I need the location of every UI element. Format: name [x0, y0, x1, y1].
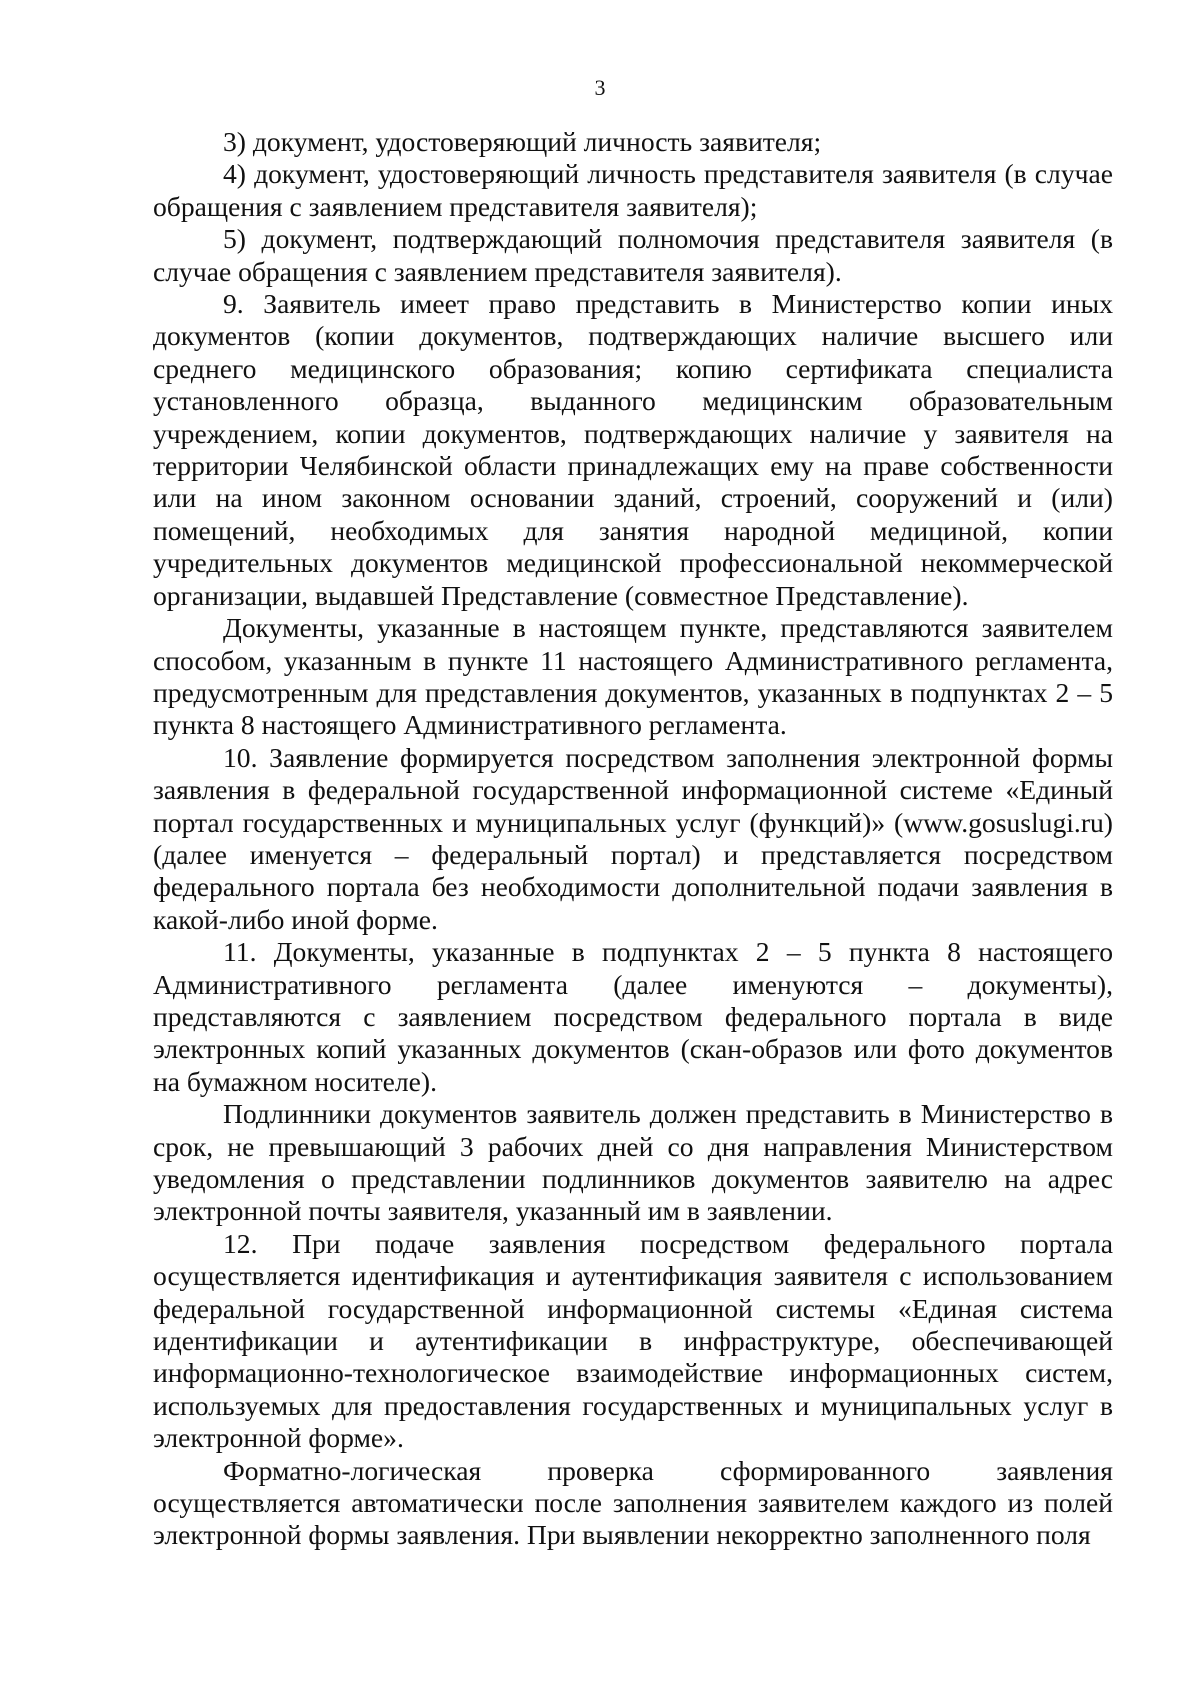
paragraph-item-3: 3) документ, удостоверяющий личность заявителя;: [223, 126, 822, 157]
paragraph-clause-10: 10. Заявление формируется посредством заполнения электронной формы заявления в федеральной государственной информационной системе «Единый портал государственных и муниципальных услуг (функций)» (www.gosuslugi.ru) (далее именуется – федеральный портал) и представляется посредством федерального портала без необходимости дополнительной подачи заявления в какой-либо иной форме.: [153, 741, 1113, 935]
paragraph-clause-9-continued: Документы, указанные в настоящем пункте, представляются заявителем способом, указанным в пункте 11 настоящего Административного регламента, предусмотренным для представления документов, указанных в подпунктах 2 – 5 пункта 8 настоящего Административного регламента.: [153, 612, 1113, 741]
paragraph-item-4: 4) документ, удостоверяющий личность представителя заявителя (в случае обращения с заявлением представителя заявителя);: [153, 158, 1113, 222]
paragraph-clause-9: 9. Заявитель имеет право представить в Министерство копии иных документов (копии документов, подтверждающих наличие высшего или среднего медицинского образования; копию сертификата специалиста установленного образца, выданного медицинским образовательным учреждением, копии документов, подтверждающих наличие у заявителя на территории Челябинской области принадлежащих ему на праве собственности или на ином законном основании зданий, строений, сооружений и (или) помещений, необходимых для занятия народной медициной, копии учредительных документов медицинской профессиональной некоммерческой организации, выдавшей Представление (совместное Представление).: [153, 288, 1113, 611]
paragraph-clause-12-continued: Форматно-логическая проверка сформированного заявления осуществляется автоматически после заполнения заявителем каждого из полей электронной формы заявления. При выявлении некорректно заполненного поля: [153, 1454, 1113, 1551]
paragraph-clause-11-continued: Подлинники документов заявитель должен представить в Министерство в срок, не превышающий 3 рабочих дней со дня направления Министерством уведомления о представлении подлинников документов заявителю на адрес электронной почты заявителя, указанный им в заявлении.: [153, 1098, 1113, 1227]
paragraph-clause-12: 12. При подаче заявления посредством федерального портала осуществляется идентификация и аутентификация заявителя с использованием федеральной государственной информационной системы «Единая система идентификации и аутентификации в инфраструктуре, обеспечивающей информационно-технологическое взаимодействие информационных систем, используемых для предоставления государственных и муниципальных услуг в электронной форме».: [153, 1227, 1113, 1454]
paragraph-item-5: 5) документ, подтверждающий полномочия представителя заявителя (в случае обращения с заявлением представителя заявителя).: [153, 223, 1113, 287]
page-number: 3: [594, 75, 606, 100]
paragraph-clause-11: 11. Документы, указанные в подпунктах 2 – 5 пункта 8 настоящего Административного регламента (далее именуются – документы), представляются с заявлением посредством федерального портала в виде электронных копий указанных документов (скан-образов или фото документов на бумажном носителе).: [153, 936, 1113, 1097]
document-body: [153, 126, 1113, 1552]
